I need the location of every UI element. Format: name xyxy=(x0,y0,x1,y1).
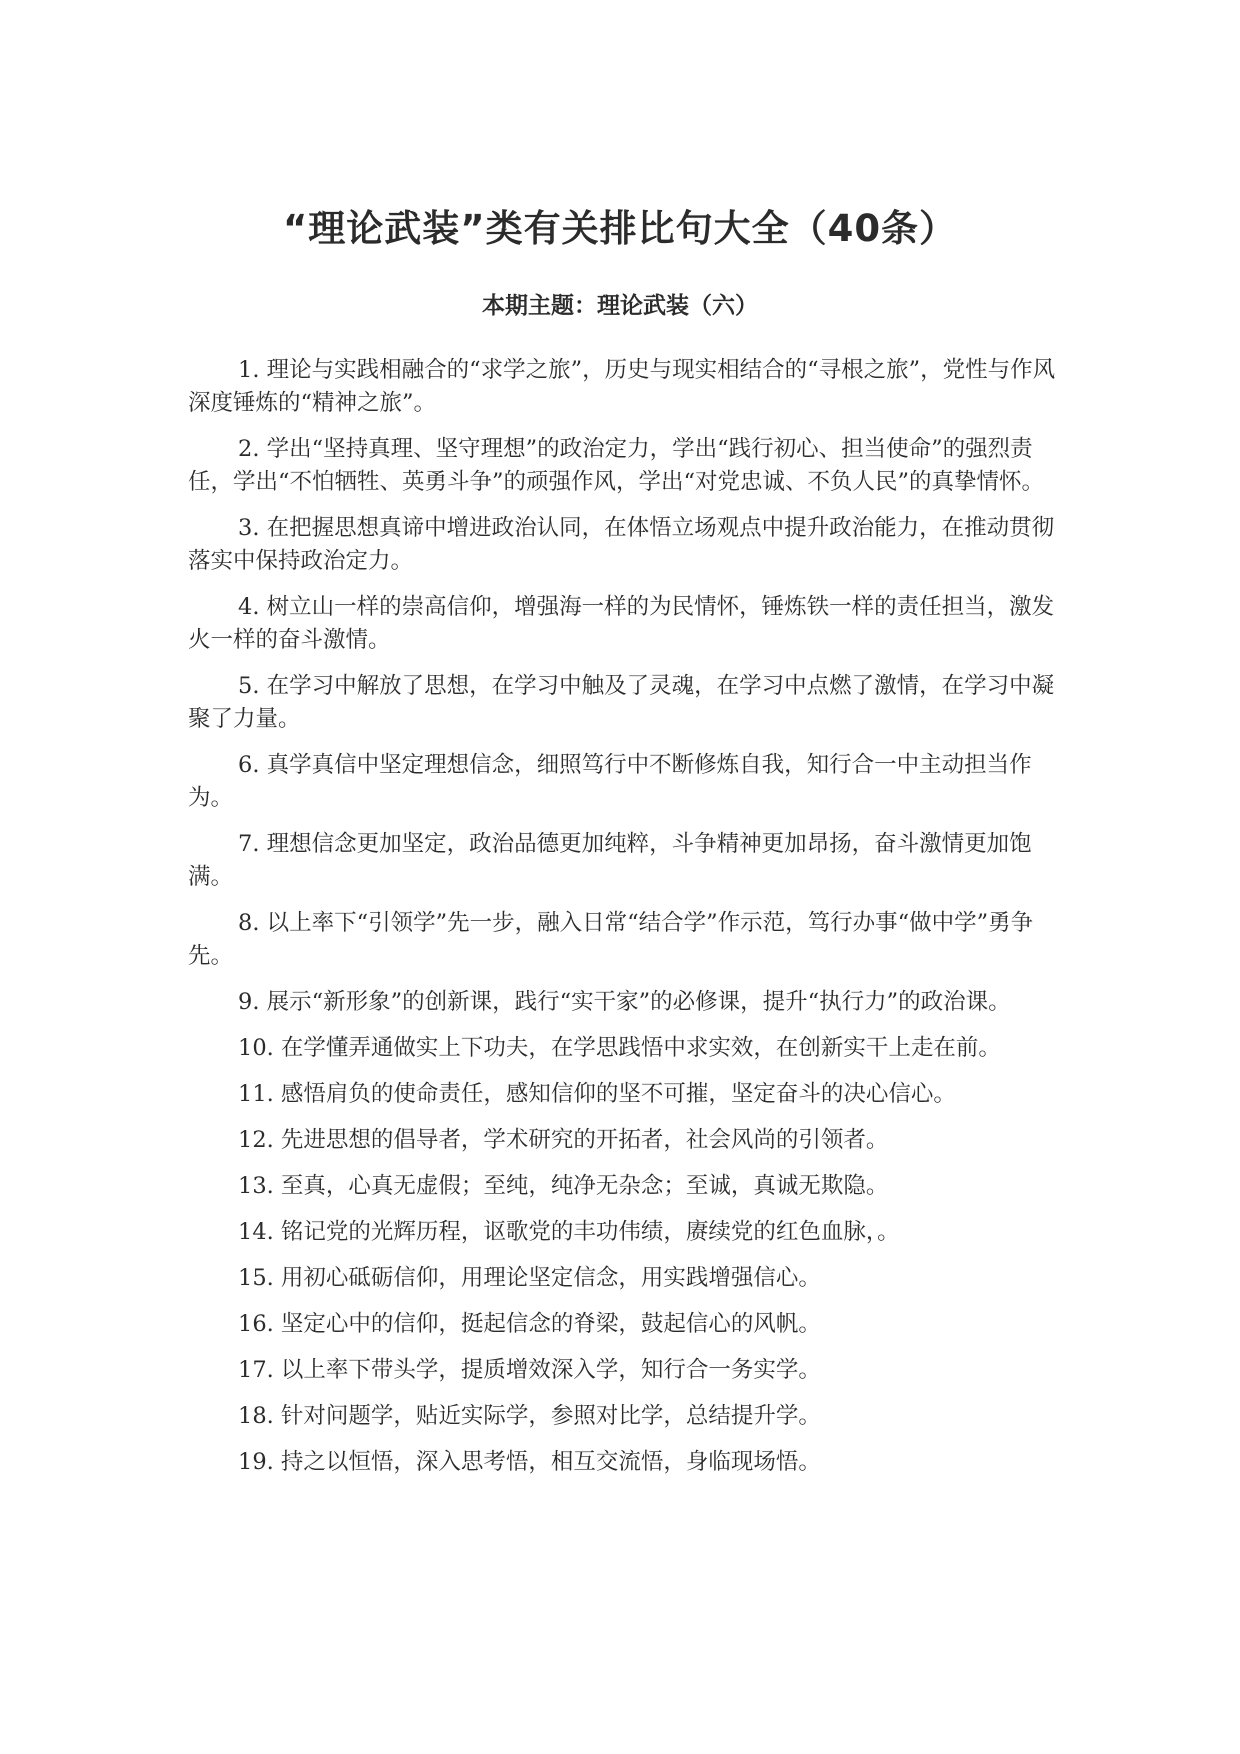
list-item: 6. 真学真信中坚定理想信念，细照笃行中不断修炼自我，知行合一中主动担当作为。 xyxy=(188,752,1032,811)
list-item: 14. 铭记党的光辉历程，讴歌党的丰功伟绩，赓续党的红色血脉，。 xyxy=(238,1219,900,1245)
list-item: 1. 理论与实践相融合的“求学之旅”，历史与现实相结合的“寻根之旅”，党性与作风深度锤炼的“精神之旅”。 xyxy=(188,357,1056,416)
list-item: 16. 坚定心中的信仰，挺起信念的脊梁，鼓起信心的风帆。 xyxy=(238,1311,821,1337)
list-item: 18. 针对问题学，贴近实际学，参照对比学，总结提升学。 xyxy=(238,1403,821,1429)
list-item: 9. 展示“新形象”的创新课，践行“实干家”的必修课，提升“执行力”的政治课。 xyxy=(238,989,1011,1015)
list-item: 12. 先进思想的倡导者，学术研究的开拓者，社会风尚的引领者。 xyxy=(238,1127,889,1153)
sentence-list xyxy=(188,354,1068,1492)
list-item: 7. 理想信念更加坚定，政治品德更加纯粹，斗争精神更加昂扬，奋斗激情更加饱满。 xyxy=(188,831,1032,890)
document-title: “理论武装”类有关排比句大全（40条） xyxy=(282,207,958,250)
list-item: 13. 至真，心真无虚假；至纯，纯净无杂念；至诚，真诚无欺隐。 xyxy=(238,1173,889,1199)
document-subtitle: 本期主题：理论武装（六） xyxy=(482,293,758,319)
list-item: 3. 在把握思想真谛中增进政治认同，在体悟立场观点中提升政治能力，在推动贯彻落实中保持政治定力。 xyxy=(188,515,1055,574)
list-item: 19. 持之以恒悟，深入思考悟，相互交流悟，身临现场悟。 xyxy=(238,1449,821,1475)
list-item: 17. 以上率下带头学，提质增效深入学，知行合一务实学。 xyxy=(238,1357,821,1383)
list-item: 5. 在学习中解放了思想，在学习中触及了灵魂，在学习中点燃了激情，在学习中凝聚了力量。 xyxy=(188,673,1055,732)
list-item: 11. 感悟肩负的使命责任，感知信仰的坚不可摧，坚定奋斗的决心信心。 xyxy=(238,1081,956,1107)
list-item: 10. 在学懂弄通做实上下功夫，在学思践悟中求实效，在创新实干上走在前。 xyxy=(238,1035,1001,1061)
list-item: 2. 学出“坚持真理、坚守理想”的政治定力，学出“践行初心、担当使命”的强烈责任，学出“不怕牺牲、英勇斗争”的顽强作风，学出“对党忠诚、不负人民”的真挚情怀。 xyxy=(188,436,1045,495)
list-item: 8. 以上率下“引领学”先一步，融入日常“结合学”作示范，笃行办事“做中学”勇争先。 xyxy=(188,910,1034,969)
list-item: 4. 树立山一样的崇高信仰，增强海一样的为民情怀，锤炼铁一样的责任担当，激发火一样的奋斗激情。 xyxy=(188,594,1055,653)
list-item: 15. 用初心砥砺信仰，用理论坚定信念，用实践增强信心。 xyxy=(238,1265,821,1291)
